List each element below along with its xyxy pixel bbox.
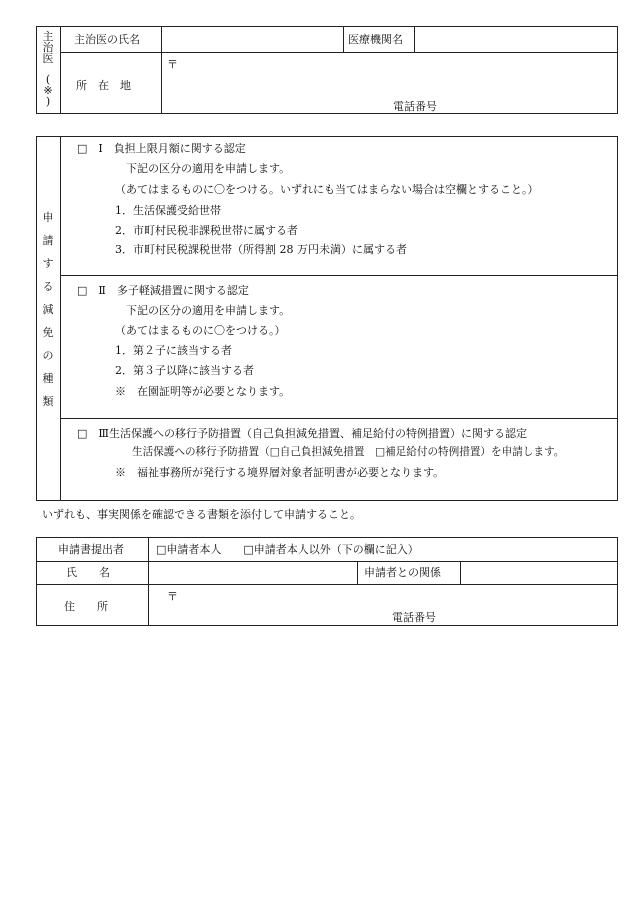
reduction-divider (60, 136, 61, 501)
relation-field[interactable] (461, 562, 617, 583)
applicant-postal-mark: 〒 (167, 590, 178, 603)
submitter-label: 申請書提出者 (58, 543, 124, 556)
section1-line: 下記の区分の適用を申請します。 (126, 162, 291, 175)
doctor-postal-mark: 〒 (167, 58, 178, 71)
section2-note: ※ 在園証明等が必要となります。 (115, 385, 291, 398)
doctor-divider (60, 26, 61, 114)
doctor-address-field[interactable] (162, 53, 617, 113)
section1-option[interactable]: 2．市町村民税非課税世帯に属する者 (115, 224, 298, 237)
institution-field[interactable] (415, 27, 617, 51)
section1-option[interactable]: 1．生活保護受給世帯 (115, 204, 221, 217)
applicant-address-field[interactable] (149, 585, 617, 625)
section3-line[interactable]: 生活保護への移行予防措置（□自己負担減免措置 □補足給付の特例措置）を申請します。 (132, 446, 565, 458)
section1-checkbox-title[interactable]: □ Ⅰ 負担上限月額に関する認定 (77, 142, 246, 155)
doctor-phone-label: 電話番号 (393, 100, 437, 113)
applicant-name-field[interactable] (149, 562, 356, 583)
section2-line: 下記の区分の適用を申請します。 (126, 304, 291, 317)
section1-option[interactable]: 3．市町村民税課税世帯（所得割 28 万円未満）に属する者 (115, 243, 407, 256)
section2-option[interactable]: 2．第３子以降に該当する者 (115, 364, 254, 377)
section2-option[interactable]: 1．第２子に該当する者 (115, 344, 232, 357)
reduction-divider (60, 418, 618, 419)
reduction-divider (60, 275, 618, 276)
applicant-address-label: 住 所 (64, 600, 108, 613)
reduction-side-label: 申 請 す る 減 免 の 種 類 (42, 211, 54, 408)
doctor-address-label: 所 在 地 (76, 79, 131, 92)
section3-checkbox-title[interactable]: □ Ⅲ生活保護への移行予防措置（自己負担減免措置、補足給付の特例措置）に関する認定 (77, 427, 527, 440)
section2-checkbox-title[interactable]: □ Ⅱ 多子軽減措置に関する認定 (77, 284, 249, 297)
applicant-name-label: 氏 名 (66, 566, 110, 579)
doctor-side-label: 主 治 医 ( ※ ) (42, 30, 54, 108)
institution-label: 医療機関名 (348, 33, 403, 46)
relation-label: 申請者との関係 (364, 566, 441, 579)
doctor-name-label: 主治医の氏名 (74, 33, 140, 46)
doctor-divider (343, 26, 344, 52)
doctor-name-field[interactable] (162, 27, 342, 51)
applicant-phone-label: 電話番号 (392, 611, 436, 624)
section3-note: ※ 福祉事務所が発行する境界層対象者証明書が必要となります。 (115, 466, 445, 479)
applicant-divider (357, 561, 358, 584)
submitter-options[interactable]: □申請者本人 □申請者本人以外（下の欄に記入） (156, 543, 419, 556)
section1-line: （あてはまるものに〇をつける。いずれにも当てはまらない場合は空欄とすること。） (115, 183, 539, 196)
section2-line: （あてはまるものに〇をつける。） (115, 324, 286, 337)
attachment-note: いずれも、事実関係を確認できる書類を添付して申請すること。 (42, 508, 361, 521)
